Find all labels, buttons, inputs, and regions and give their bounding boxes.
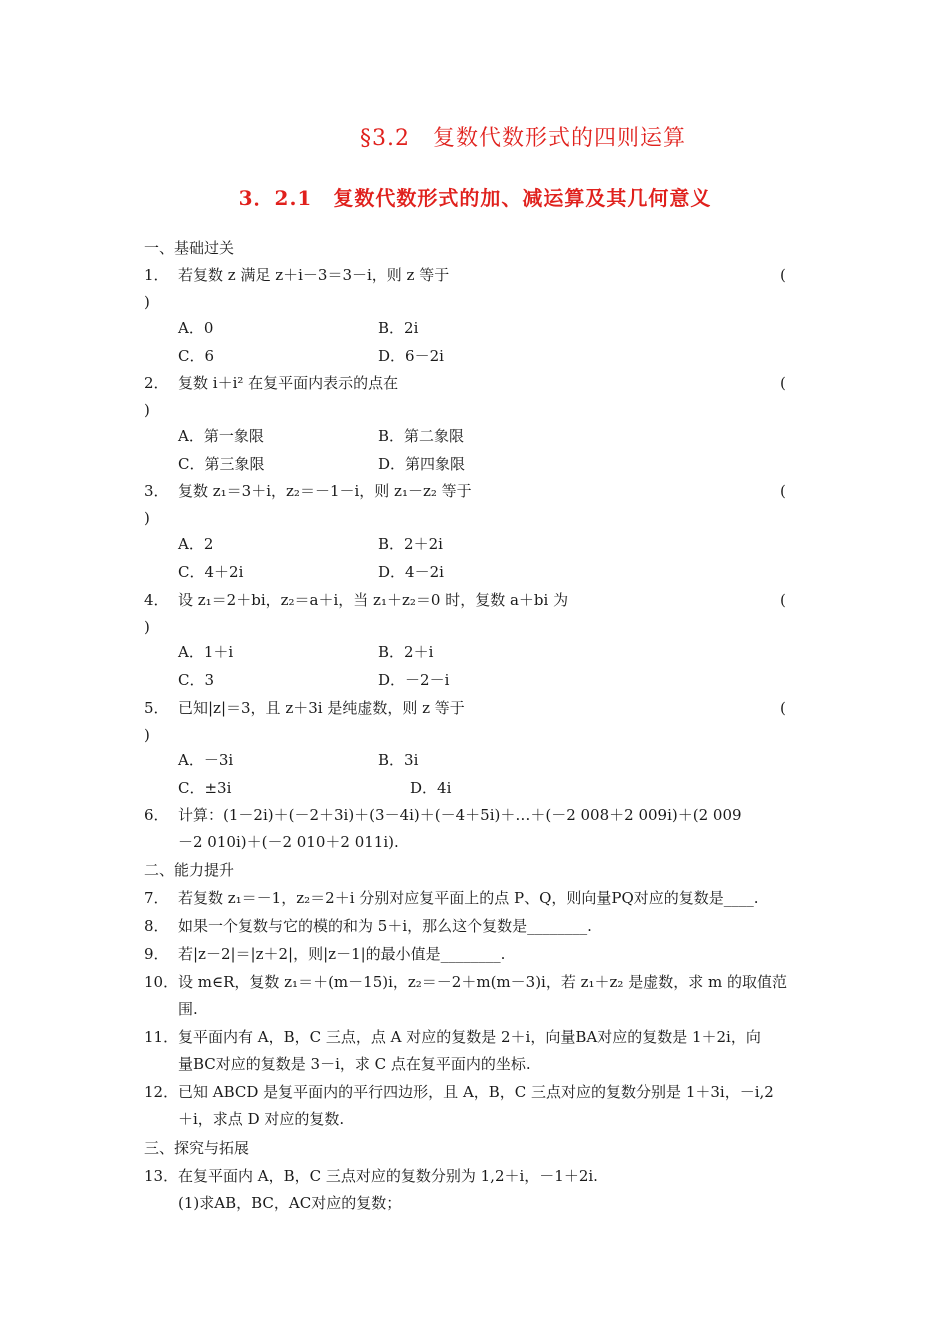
question-9-text: 若|z－2|＝|z＋2|，则|z－1|的最小值是________.: [178, 945, 506, 963]
question-11-text-line-2: 量BC对应的复数是 3－i，求 C 点在复平面内的坐标.: [178, 1055, 531, 1073]
question-2-number: 2．: [144, 374, 169, 392]
answer-paren-close: ): [144, 293, 150, 311]
question-11-number: 11．: [144, 1028, 179, 1046]
question-4-text: 设 z₁＝2＋bi，z₂＝a＋i，当 z₁＋z₂＝0 时，复数 a＋bi 为: [178, 591, 569, 609]
question-6-text-line-1: 计算：(1－2i)＋(－2＋3i)＋(3－4i)＋(－4＋5i)＋…＋(－2 008＋2 009i)＋(2 009: [178, 806, 742, 824]
question-4-option-d: D．－2－i: [378, 671, 450, 689]
question-3-number: 3．: [144, 482, 169, 500]
question-6-text-line-2: －2 010i)＋(－2 010＋2 011i).: [178, 833, 399, 851]
question-13-part-1: (1)求AB，BC，AC对应的复数；: [178, 1194, 402, 1212]
question-5-option-d: D．4i: [410, 779, 452, 797]
question-8-number: 8．: [144, 917, 169, 935]
question-2-option-b: B．第二象限: [378, 427, 465, 445]
question-13-number: 13．: [144, 1167, 179, 1185]
answer-paren-close: ): [144, 726, 150, 744]
question-2-option-a: A．第一象限: [178, 427, 264, 445]
section-heading-advanced: 二、能力提升: [144, 861, 235, 879]
question-4-option-c: C．3: [178, 671, 215, 689]
question-4-number: 4．: [144, 591, 169, 609]
question-5-text: 已知|z|＝3，且 z＋3i 是纯虚数，则 z 等于: [178, 699, 465, 717]
answer-paren-close: ): [144, 618, 150, 636]
question-5-option-b: B．3i: [378, 751, 419, 769]
question-12-number: 12．: [144, 1083, 179, 1101]
question-6-number: 6．: [144, 806, 169, 824]
question-3-option-a: A．2: [178, 535, 214, 553]
question-11-text-line-1: 复平面内有 A，B，C 三点，点 A 对应的复数是 2＋i，向量BA对应的复数是 1＋2i，向: [178, 1028, 761, 1046]
question-4-option-a: A．1＋i: [178, 643, 234, 661]
question-12-text-line-1: 已知 ABCD 是复平面内的平行四边形，且 A，B，C 三点对应的复数分别是 1＋3i，－i,2: [178, 1083, 774, 1101]
question-10-text-line-1: 设 m∈R，复数 z₁＝＋(m－15)i，z₂＝－2＋m(m－3)i，若 z₁＋z₂ 是虚数，求 m 的取值范: [178, 973, 787, 991]
question-4-option-b: B．2＋i: [378, 643, 434, 661]
question-8-text: 如果一个复数与它的模的和为 5＋i，那么这个复数是________.: [178, 917, 592, 935]
question-1-option-c: C．6: [178, 347, 215, 365]
answer-paren-open: (: [780, 591, 786, 609]
answer-paren-open: (: [780, 482, 786, 500]
section-heading-basic: 一、基础过关: [144, 239, 235, 257]
question-3-text: 复数 z₁＝3＋i，z₂＝－1－i，则 z₁－z₂ 等于: [178, 482, 472, 500]
question-2-option-c: C．第三象限: [178, 455, 265, 473]
question-10-number: 10．: [144, 973, 179, 991]
question-1-option-d: D．6－2i: [378, 347, 444, 365]
question-5-option-a: A．－3i: [178, 751, 234, 769]
question-9-number: 9．: [144, 945, 169, 963]
question-10-text-line-2: 围.: [178, 1000, 198, 1018]
question-7-text: 若复数 z₁＝－1，z₂＝2＋i 分别对应复平面上的点 P、Q，则向量PQ对应的复数是____.: [178, 889, 759, 907]
question-13-text-line-1: 在复平面内 A，B，C 三点对应的复数分别为 1,2＋i，－1＋2i.: [178, 1167, 598, 1185]
question-3-option-d: D．4－2i: [378, 563, 444, 581]
lesson-title: 3．2.1 复数代数形式的加、减运算及其几何意义: [238, 186, 712, 210]
question-3-option-c: C．4＋2i: [178, 563, 244, 581]
question-2-text: 复数 i＋i² 在复平面内表示的点在: [178, 374, 399, 392]
question-5-option-c: C．±3i: [178, 779, 232, 797]
answer-paren-open: (: [780, 699, 786, 717]
question-3-option-b: B．2＋2i: [378, 535, 443, 553]
question-1-option-a: A．0: [178, 319, 214, 337]
question-7-number: 7．: [144, 889, 169, 907]
answer-paren-open: (: [780, 374, 786, 392]
question-1-option-b: B．2i: [378, 319, 419, 337]
section-title: §3.2 复数代数形式的四则运算: [360, 126, 686, 151]
question-2-option-d: D．第四象限: [378, 455, 466, 473]
question-1-number: 1．: [144, 266, 169, 284]
question-12-text-line-2: ＋i，求点 D 对应的复数.: [178, 1110, 345, 1128]
question-1-text: 若复数 z 满足 z＋i－3＝3－i，则 z 等于: [178, 266, 450, 284]
answer-paren-open: (: [780, 266, 786, 284]
answer-paren-close: ): [144, 401, 150, 419]
question-5-number: 5．: [144, 699, 169, 717]
section-heading-explore: 三、探究与拓展: [144, 1139, 250, 1157]
answer-paren-close: ): [144, 509, 150, 527]
